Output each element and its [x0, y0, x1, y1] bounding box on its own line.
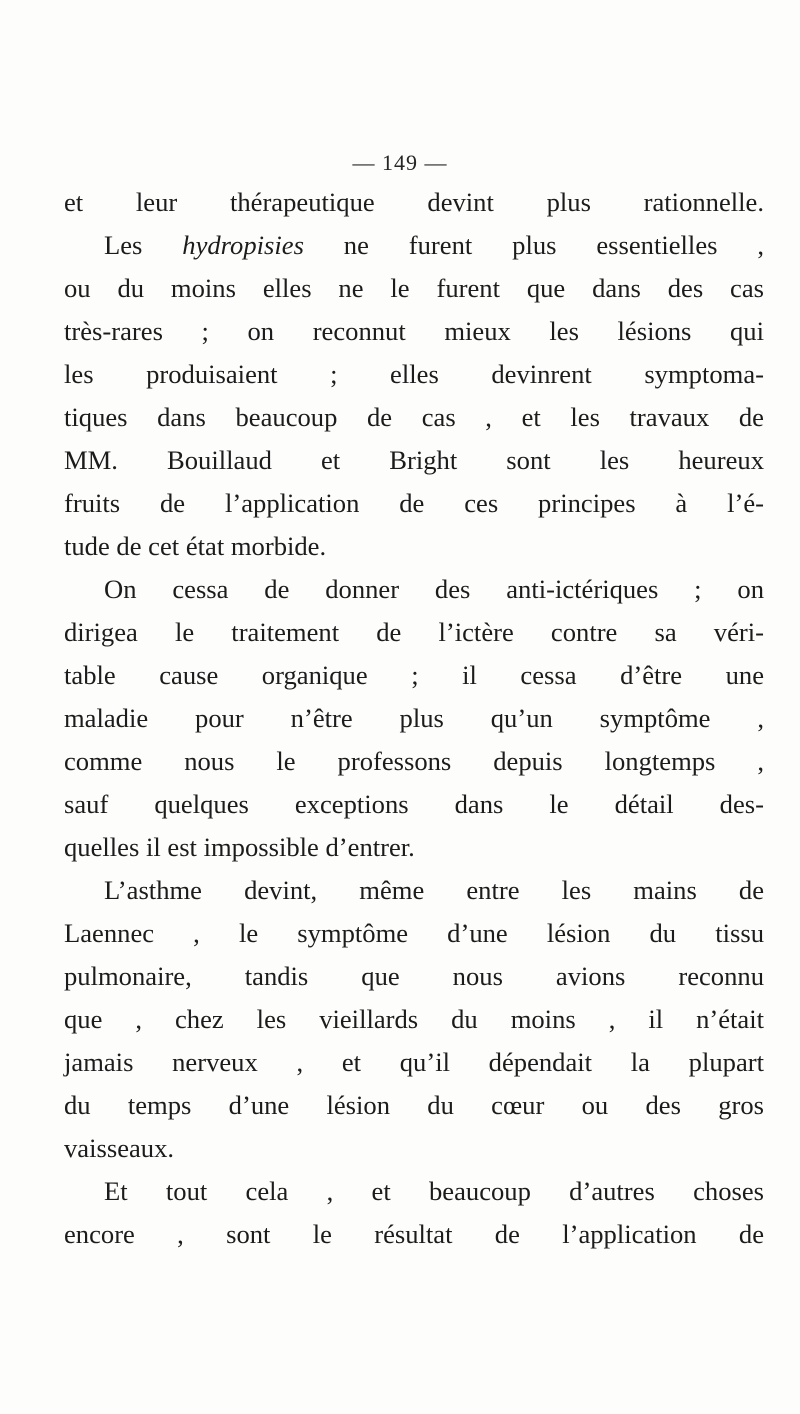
text-line	[104, 227, 764, 263]
text-line: ou du moins elles ne le furent que dans des cas	[64, 273, 764, 303]
text-line: Laennec , le symptôme d’une lésion du tissu	[64, 918, 764, 948]
text-line: du temps d’une lésion du cœur ou des gros	[64, 1090, 764, 1120]
text-line: quelles il est impossible d’entrer.	[64, 832, 415, 862]
italic-term: hydropisies	[182, 230, 304, 260]
text-line: très-rares ; on reconnut mieux les lésions qui	[64, 316, 764, 346]
text-line: L’asthme devint, même entre les mains de	[104, 875, 764, 905]
text-line: table cause organique ; il cessa d’être une	[64, 660, 764, 690]
text-line: comme nous le professons depuis longtemps ,	[64, 746, 764, 776]
text-line: tiques dans beaucoup de cas , et les travaux de	[64, 402, 764, 432]
text-line: que , chez les vieillards du moins , il n’était	[64, 1004, 764, 1034]
text-line: sauf quelques exceptions dans le détail des-	[64, 789, 764, 819]
text-line: fruits de l’application de ces principes à l’é-	[64, 488, 764, 518]
text-line: encore , sont le résultat de l’application de	[64, 1219, 764, 1249]
text-line: dirigea le traitement de l’ictère contre sa véri-	[64, 617, 764, 647]
text-segment: Les	[104, 230, 183, 260]
text-line: MM. Bouillaud et Bright sont les heureux	[64, 445, 764, 475]
text-line: jamais nerveux , et qu’il dépendait la plupart	[64, 1047, 764, 1077]
text-line: On cessa de donner des anti-ictériques ; on	[104, 574, 764, 604]
text-line: vaisseaux.	[64, 1133, 175, 1163]
text-segment: ne furent plus essentielles ,	[303, 230, 765, 260]
page-number: — 149 —	[352, 150, 448, 175]
text-line: les produisaient ; elles devinrent symptoma-	[64, 359, 764, 389]
text-line: et leur thérapeutique devint plus rationnelle.	[64, 187, 764, 217]
text-line: tude de cet état morbide.	[64, 531, 327, 561]
text-line: pulmonaire, tandis que nous avions reconnu	[64, 961, 764, 991]
text-line: Et tout cela , et beaucoup d’autres choses	[104, 1176, 764, 1206]
text-line: maladie pour n’être plus qu’un symptôme ,	[64, 703, 764, 733]
